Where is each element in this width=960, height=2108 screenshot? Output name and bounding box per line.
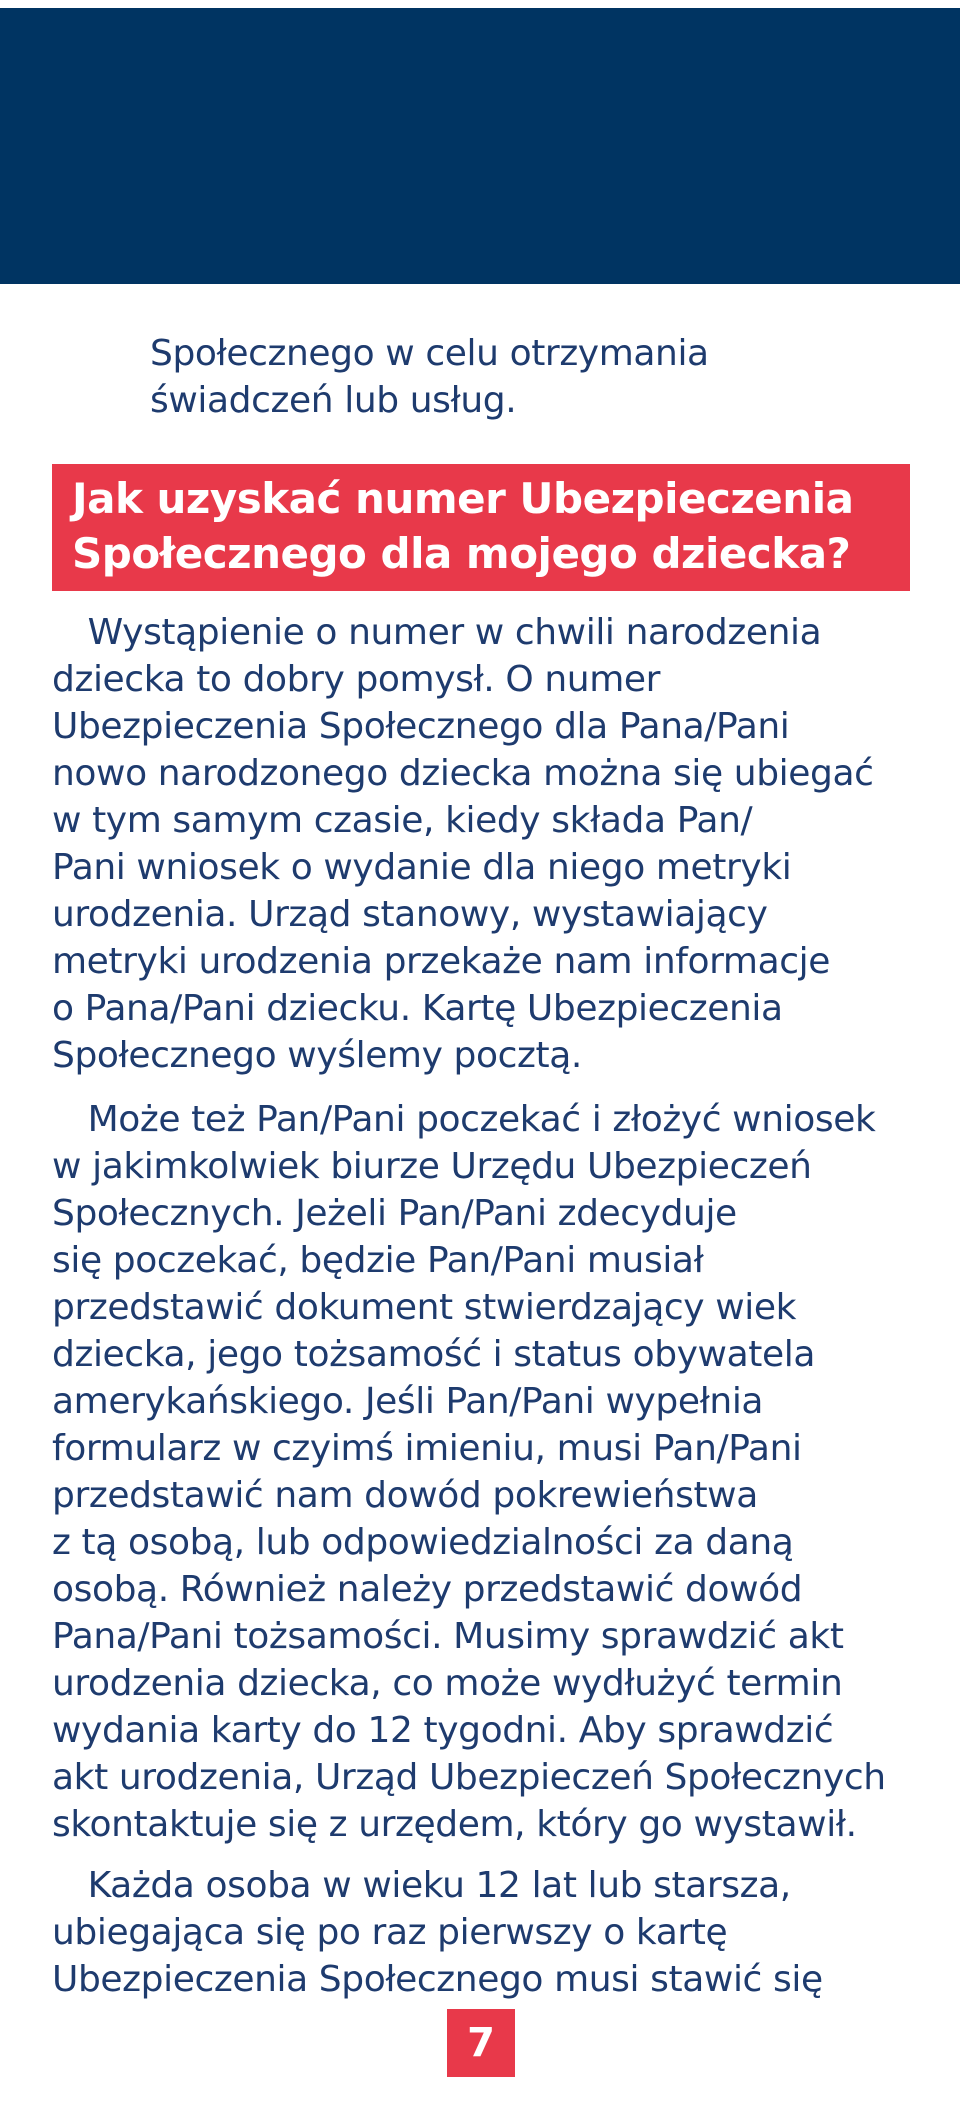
section-heading: Jak uzyskać numer Ubezpieczenia Społecznego dla mojego dziecka? (72, 474, 854, 578)
intro-text: Społecznego w celu otrzymania świadczeń lub usług. (150, 333, 709, 421)
page-number: 7 (447, 2009, 515, 2077)
paragraph-3: Każda osoba w wieku 12 lat lub starsza, ubiegająca się po raz pierwszy o kartę Ubezpieczenia Społecznego musi stawić się (52, 1865, 823, 2000)
section-heading-box (52, 464, 910, 591)
top-white-border (0, 0, 960, 8)
paragraph-1: Wystąpienie o numer w chwili narodzenia dziecka to dobry pomysł. O numer Ubezpieczenia Społecznego dla Pana/Pani nowo narodzonego dziecka można się ubiegać w tym samym czasie, kiedy składa Pan/ Pani wniosek o wydanie dla niego metryki urodzenia. Urząd stanowy, wystawiający metryki urodzenia przekaże nam informacje o Pana/Pani dziecku. Kartę Ubezpieczenia Społecznego wyślemy pocztą. (52, 612, 874, 1076)
paragraph-2: Może też Pan/Pani poczekać i złożyć wniosek w jakimkolwiek biurze Urzędu Ubezpieczeń Społecznych. Jeżeli Pan/Pani zdecyduje się poczekać, będzie Pan/Pani musiał przedstawić dokument stwierdzający wiek dziecka, jego tożsamość i status obywatela amerykańskiego. Jeśli Pan/Pani wypełnia formularz w czyimś imieniu, musi Pan/Pani przedstawić nam dowód pokrewieństwa z tą osobą, lub odpowiedzialności za daną osobą. Również należy przedstawić dowód Pana/Pani tożsamości. Musimy sprawdzić akt urodzenia dziecka, co może wydłużyć termin wydania karty do 12 tygodni. Aby sprawdzić akt urodzenia, Urząd Ubezpieczeń Społecznych skontaktuje się z urzędem, który go wystawił. (52, 1099, 886, 1845)
header-band (0, 8, 960, 284)
